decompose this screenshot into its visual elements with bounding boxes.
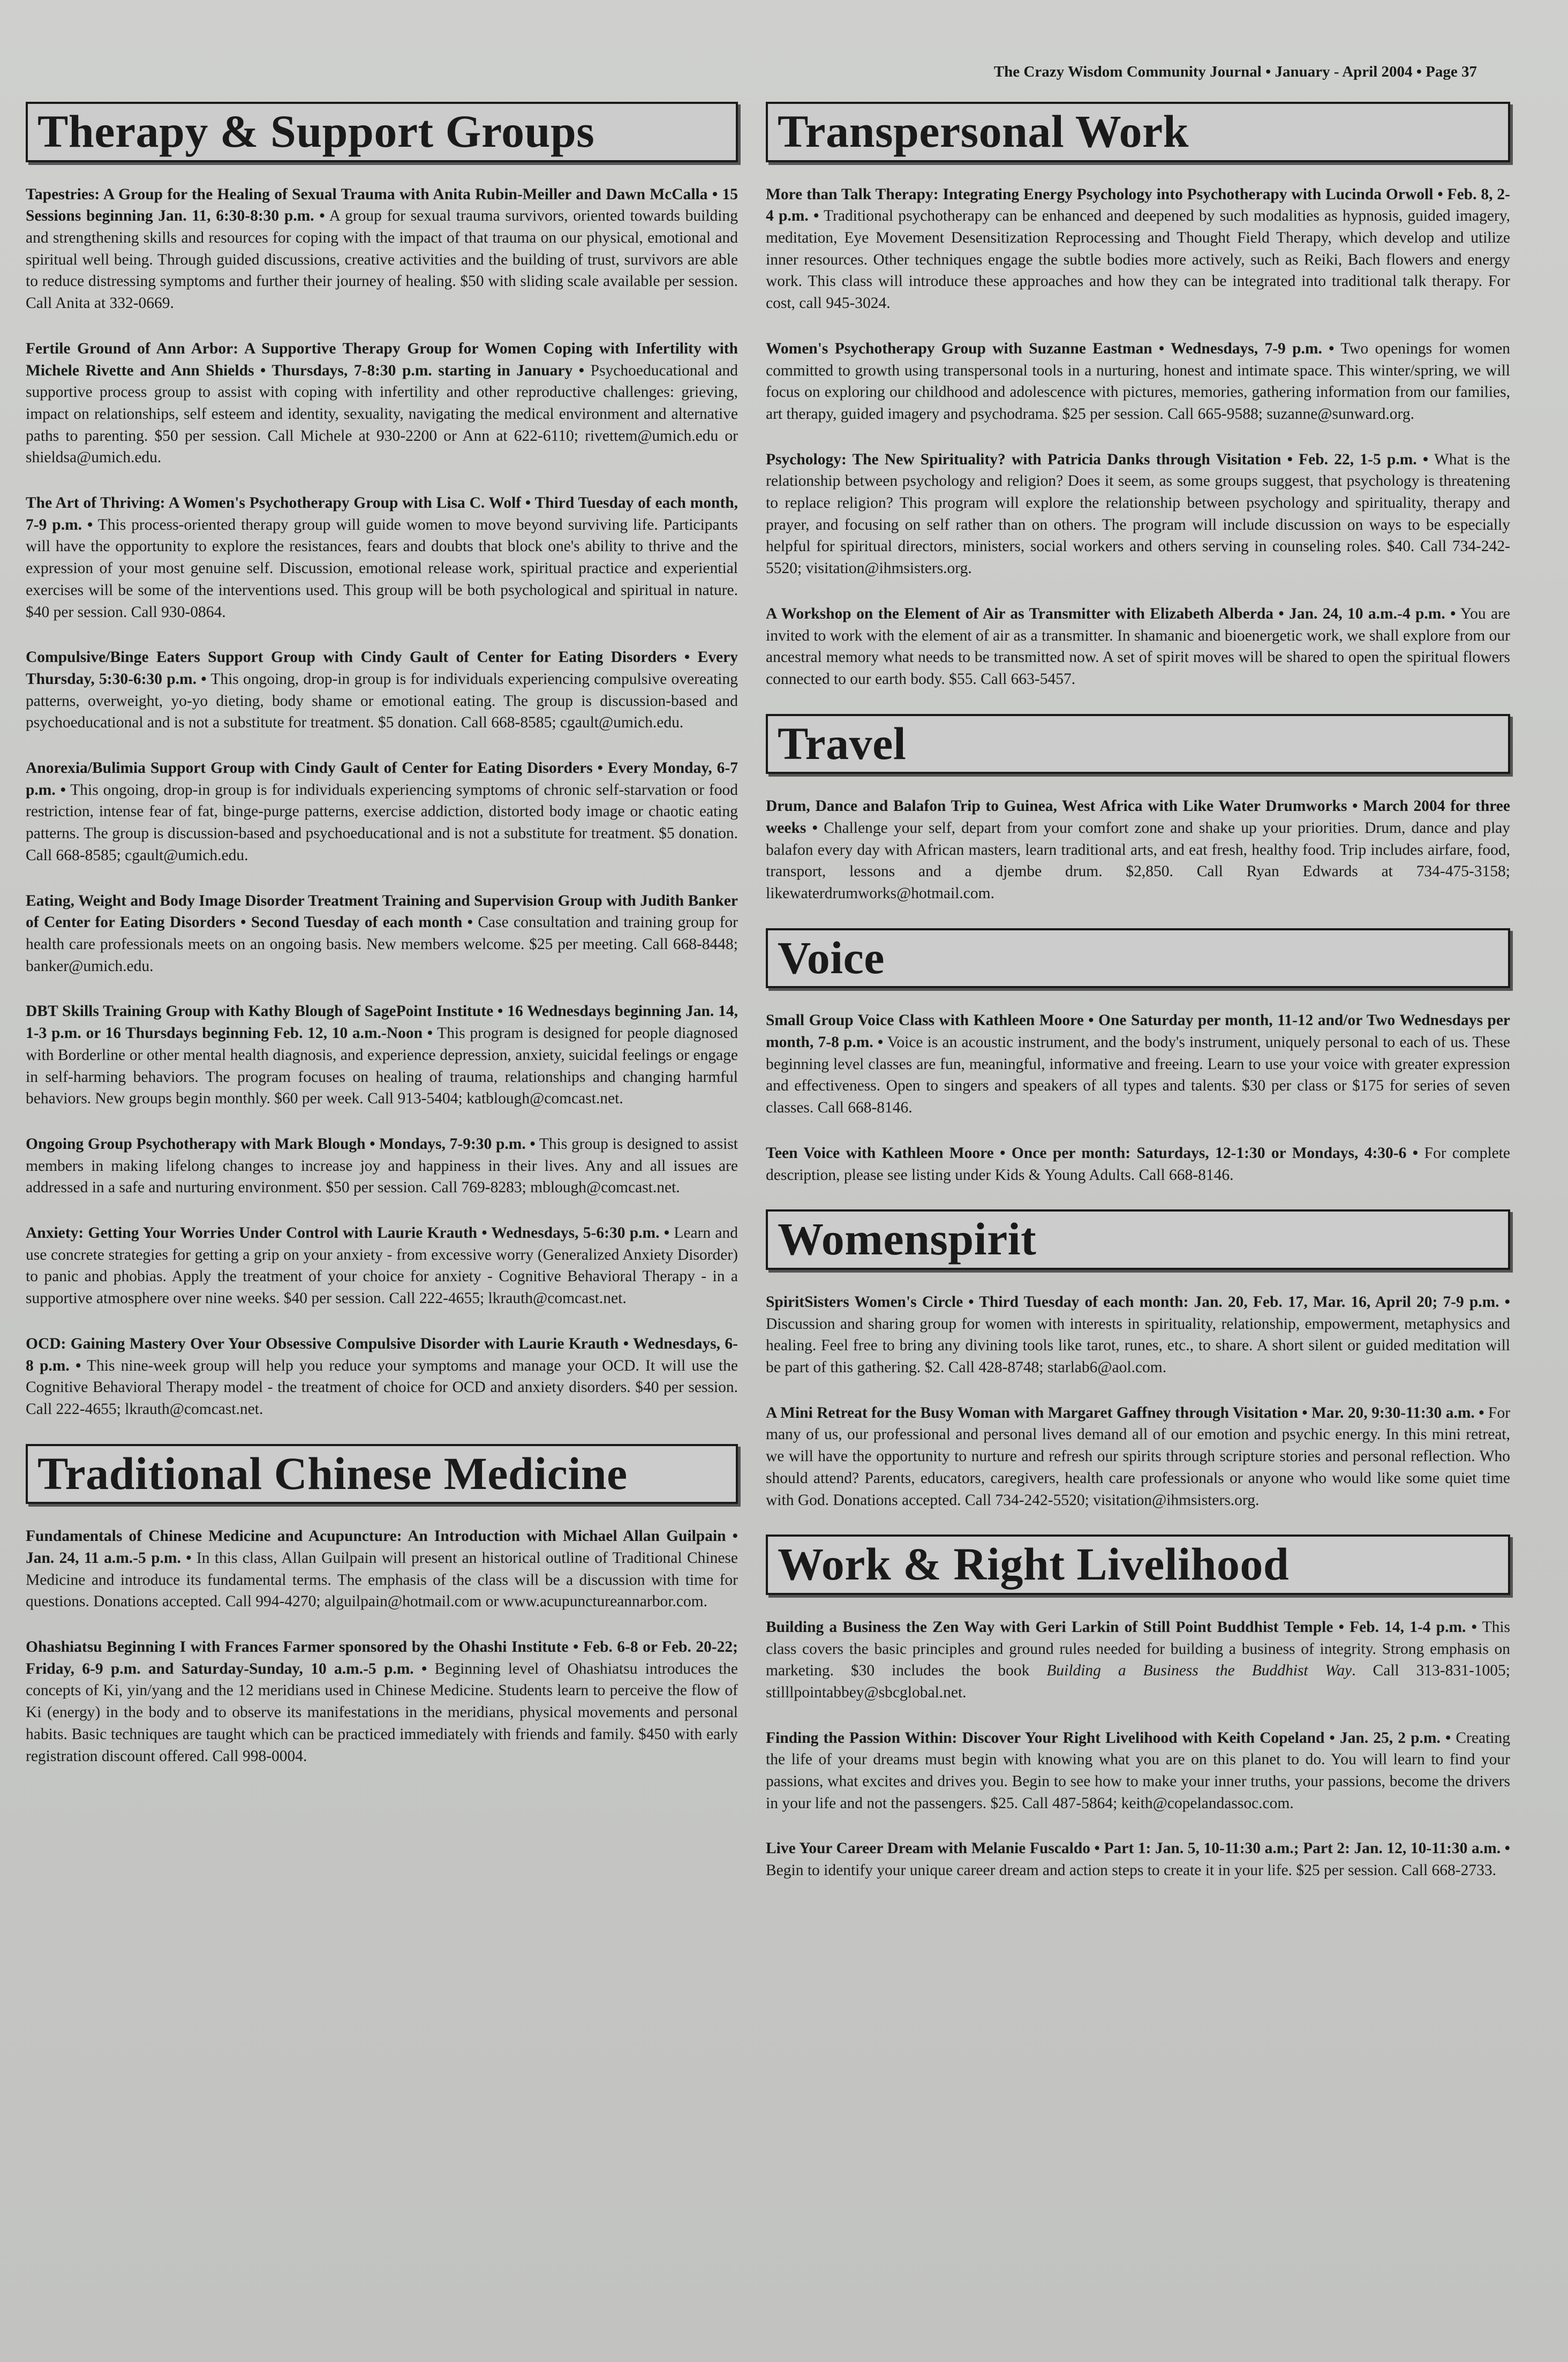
listing-title: Eating, Weight and Body Image Disorder Treatment Training and Supervision Group with Judith Banker of Center for Eating Disorders • Second Tuesday of each month [26, 892, 738, 931]
section-transpersonal-work [766, 102, 1510, 690]
right-column [766, 102, 1510, 1905]
listing-body: Learn and use concrete strategies for getting a grip on your anxiety - from excessive worry (Generalized Anxiety Disorder) to panic and phobias. Apply the treatment of your choice for anxiety - Cognitive Behavioral Therapy - in a supportive atmosphere over nine weeks. $40 per session. Call 222-4655; lkrauth@comcast.net. [26, 1224, 738, 1307]
listing-body: Case consultation and training group for health care professionals meets on an ongoing basis. New members welcome. $25 per meeting. Call 668-8448; banker@umich.edu. [26, 914, 738, 975]
section-travel [766, 714, 1510, 905]
listing-title: Small Group Voice Class with Kathleen Moore • One Saturday per month, 11-12 and/or Two Wednesdays per month, 7-8 p.m. [766, 1012, 1510, 1051]
listing-title: OCD: Gaining Mastery Over Your Obsessive Compulsive Disorder with Laurie Krauth • Wednesdays, 6-8 p.m. [26, 1335, 738, 1374]
listing-title: Fundamentals of Chinese Medicine and Acupuncture: An Introduction with Michael Allan Guilpain • Jan. 24, 11 a.m.-5 p.m. [26, 1528, 738, 1567]
listing: Compulsive/Binge Eaters Support Group with Cindy Gault of Center for Eating Disorders • Every Thursday, 5:30-6:30 p.m. • This ongoing, drop-in group is for individuals experiencing compulsive overeating patterns, overweight, yo-yo dieting, body shame or emotional eating. The group is discussion-based and psychoeducational and is not a substitute for treatment. $5 donation. Call 668-8585; cgault@umich.edu. [26, 649, 738, 732]
listing-body: What is the relationship between psychology and religion? Does it seem, as some groups suggest, that psychology is threatening to replace religion? This program will explore the relationship between psychology and spirituality, therapy and prayer, and focusing on self rather than on others. The program will include discussion on ways to be especially helpful for spiritual directors, ministers, social workers and others serving in counseling roles. $40. Call 734-242-5520; visitation@ihmsisters.org. [766, 450, 1510, 577]
listing-body: Two openings for women committed to growth using transpersonal tools in a nurturing, honest and intimate space. This winter/spring, we will focus on exploring our childhood and adolescence with pictures, memories, gathering information from our families, art therapy, guided imagery and psychodrama. $25 per session. Call 665-9588; suzanne@sunward.org. [766, 340, 1511, 423]
listing: Fertile Ground of Ann Arbor: A Supportive Therapy Group for Women Coping with Infertility with Michele Rivette and Ann Shields • Thursdays, 7-8:30 p.m. starting in January • Psychoeducational and supportive process group to assist with coping with infertility and other reproductive challenges: grieving, impact on relationships, self esteem and identity, sexuality, navigating the medical environment and alternative paths to parenting. $50 per session. Call Michele at 930-2200 or Ann at 622-6110; rivettem@umich.edu or shieldsa@umich.edu. [26, 340, 738, 467]
section-title: Traditional Chinese Medicine [26, 1444, 738, 1505]
listing: Live Your Career Dream with Melanie Fuscaldo • Part 1: Jan. 5, 10-11:30 a.m.; Part 2: Jan. 12, 10-11:30 a.m. • Begin to identify your unique career dream and action steps to create it in your life. $25 per session. Call 668-2733. [766, 1840, 1510, 1879]
listing: More than Talk Therapy: Integrating Energy Psychology into Psychotherapy with Lucinda Orwoll • Feb. 8, 2-4 p.m. • Traditional psychotherapy can be enhanced and deepened by such modalities as hypnosis, guided imagery, meditation, Eye Movement Desensitization Reprocessing and Thought Field Therapy, which develop and utilize inner resources. Other techniques engage the subtle bodies more actively, such as Reiki, Bach flowers and energy work. This class will introduce these approaches and how they can be integrated into traditional talk therapy. For cost, call 945-3024. [766, 185, 1511, 312]
listing: DBT Skills Training Group with Kathy Blough of SagePoint Institute • 16 Wednesdays beginning Jan. 14, 1-3 p.m. or 16 Thursdays beginning Feb. 12, 10 a.m.-Noon • This program is designed for people diagnosed with Borderline or other mental health diagnosis, and experience depression, anxiety, suicidal feelings or engage in self-harming behaviors. The program focuses on healing of trauma, relationships and changing harmful behaviors. New groups begin monthly. $60 per week. Call 913-5404; katblough@comcast.net. [26, 1003, 738, 1108]
listing: Finding the Passion Within: Discover Your Right Livelihood with Keith Copeland • Jan. 25, 2 p.m. • Creating the life of your dreams must begin with knowing what you are on this planet to do. You will learn to find your passions, what excites and drives you. Begin to see how to make your inner truths, your passions, become the drivers in your life and not the passengers. $25. Call 487-5864; keith@copelandassoc.com. [766, 1729, 1511, 1812]
listing-title: Tapestries: A Group for the Healing of Sexual Trauma with Anita Rubin-Meiller and Dawn McCalla • 15 Sessions beginning Jan. 11, 6:30-8:30 p.m. [26, 185, 738, 225]
listing: The Art of Thriving: A Women's Psychotherapy Group with Lisa C. Wolf • Third Tuesday of each month, 7-9 p.m. • This process-oriented therapy group will guide women to move beyond surviving life. Participants will have the opportunity to explore the resistances, fears and doubts that block one's ability to thrive and the expression of your most genuine self. Discussion, emotional release work, spiritual practice and experiential exercises will be some of the interventions used. This group will be both psychological and spiritual in nature. $40 per session. Call 930-0864. [26, 494, 738, 621]
listing-body: This ongoing, drop-in group is for individuals experiencing symptoms of chronic self-starvation or food restriction, intense fear of fat, binge-purge patterns, exercise addiction, distorted body image or chaotic eating patterns. The group is discussion-based and psychoeducational and is not a substitute for treatment. $5 donation. Call 668-8585; cgault@umich.edu. [26, 781, 738, 864]
section-womenspirit [766, 1209, 1510, 1511]
listing-body: Beginning level of Ohashiatsu introduces the concepts of Ki, yin/yang and the 12 meridians used in Chinese Medicine. Students learn to perceive the flow of Ki (energy) in the body and to observe its manifestations in the meridians, physical movements and personal habits. Basic techniques are taught which can be practiced immediately with friends and family. $450 with early registration discount offered. Call 998-0004. [26, 1660, 738, 1765]
section-work-right-livelihood [766, 1534, 1510, 1882]
listing-title: A Workshop on the Element of Air as Transmitter with Elizabeth Alberda • Jan. 24, 10 a.m.-4 p.m. [766, 605, 1445, 622]
listing-body: Psychoeducational and supportive process group to assist with coping with infertility and other reproductive challenges: grieving, impact on relationships, self esteem and identity, sexuality, navigating the medical environment and alternative paths to parenting. $50 per session. Call Michele at 930-2200 or Ann at 622-6110; rivettem@umich.edu or shieldsa@umich.edu. [26, 362, 738, 467]
listing-body-end: . Call 313-831-1005; stilllpointabbey@sbcglobal.net. [766, 1662, 1510, 1701]
listing-title: Anorexia/Bulimia Support Group with Cindy Gault of Center for Eating Disorders • Every Monday, 6-7 p.m. [26, 759, 738, 799]
section-title: Womenspirit [766, 1209, 1510, 1270]
listing-title: Ohashiatsu Beginning I with Frances Farmer sponsored by the Ohashi Institute • Feb. 6-8 or Feb. 20-22; Friday, 6-9 p.m. and Saturday-Sunday, 10 a.m.-5 p.m. [26, 1638, 738, 1678]
listing-title: Anxiety: Getting Your Worries Under Control with Laurie Krauth • Wednesdays, 5-6:30 p.m. [26, 1224, 660, 1242]
listing-title: DBT Skills Training Group with Kathy Blough of SagePoint Institute • 16 Wednesdays beginning Jan. 14, 1-3 p.m. or 16 Thursdays beginning Feb. 12, 10 a.m.-Noon [26, 1003, 738, 1042]
listing: Anorexia/Bulimia Support Group with Cindy Gault of Center for Eating Disorders • Every Monday, 6-7 p.m. • This ongoing, drop-in group is for individuals experiencing symptoms of chronic self-starvation or food restriction, intense fear of fat, binge-purge patterns, exercise addiction, distorted body image or chaotic eating patterns. The group is discussion-based and psychoeducational and is not a substitute for treatment. $5 donation. Call 668-8585; cgault@umich.edu. [26, 759, 738, 864]
listing-body: Begin to identify your unique career dream and action steps to create it in your life. $25 per session. Call 668-2733. [766, 1862, 1497, 1879]
section-title: Voice [766, 928, 1510, 989]
listing: A Workshop on the Element of Air as Transmitter with Elizabeth Alberda • Jan. 24, 10 a.m.-4 p.m. • You are invited to work with the element of air as a transmitter. In shamanic and bioenergetic work, we shall explore from our ancestral memory what needs to be transmitted now. A set of spirit moves will be shared to open the spiritual flowers connected to our earth body. $55. Call 663-5457. [766, 605, 1511, 688]
listing: Eating, Weight and Body Image Disorder Treatment Training and Supervision Group with Judith Banker of Center for Eating Disorders • Second Tuesday of each month • Case consultation and training group for health care professionals meets on an ongoing basis. New members welcome. $25 per meeting. Call 668-8448; banker@umich.edu. [26, 892, 738, 975]
listing-title: Building a Business the Zen Way with Geri Larkin of Still Point Buddhist Temple • Feb. 14, 1-4 p.m. [766, 1618, 1466, 1636]
listing-title: Drum, Dance and Balafon Trip to Guinea, West Africa with Like Water Drumworks • March 2004 for three weeks [766, 798, 1510, 837]
section-title: Travel [766, 714, 1510, 774]
listing: Women's Psychotherapy Group with Suzanne Eastman • Wednesdays, 7-9 p.m. • Two openings for women committed to growth using transpersonal tools in a nurturing, honest and intimate space. This winter/spring, we will focus on exploring our childhood and adolescence with pictures, memories, gathering information from our families, art therapy, guided imagery and psychodrama. $25 per session. Call 665-9588; suzanne@sunward.org. [766, 340, 1511, 423]
listing: OCD: Gaining Mastery Over Your Obsessive Compulsive Disorder with Laurie Krauth • Wednesdays, 6-8 p.m. • This nine-week group will help you reduce your symptoms and manage your OCD. It will use the Cognitive Behavioral Therapy model - the treatment of choice for OCD and anxiety disorders. $40 per session. Call 222-4655; lkrauth@comcast.net. [26, 1335, 738, 1418]
section-voice [766, 928, 1510, 1186]
listing-body: Challenge your self, depart from your comfort zone and shake up your priorities. Drum, dance and play balafon every day with African masters, learn traditional arts, and eat fresh, healthy food. Trip includes airfare, food, transport, lessons and a djembe drum. $2,850. Call Ryan Edwards at 734-475-3158; likewaterdrumworks@hotmail.com. [766, 819, 1511, 902]
listing-body: This class covers the basic principles and ground rules needed for building a business of integrity. Strong emphasis on marketing. $30 includes the book [766, 1618, 1511, 1680]
section-title: Work & Right Livelihood [766, 1534, 1510, 1595]
listing-body: In this class, Allan Guilpain will present an historical outline of Traditional Chinese Medicine and introduce its fundamental terms. The emphasis of the class will be a discussion with time for questions. Donations accepted. Call 994-4270; alguilpain@hotmail.com or www.acupunctureannarbor.com. [26, 1549, 738, 1611]
listing-title: More than Talk Therapy: Integrating Energy Psychology into Psychotherapy with Lucinda Orwoll • Feb. 8, 2-4 p.m. [766, 185, 1510, 225]
listing: SpiritSisters Women's Circle • Third Tuesday of each month: Jan. 20, Feb. 17, Mar. 16, April 20; 7-9 p.m. • Discussion and sharing group for women with interests in spirituality, relationship, empowerment, metaphysics and healing. Feel free to bring any divining tools like tarot, runes, etc., to share. A short silent or guided meditation will be part of this gathering. $2. Call 428-8748; starlab6@aol.com. [766, 1293, 1510, 1376]
listing-body: For many of us, our professional and personal lives demand all of our emotion and psychic energy. In this mini retreat, we will have the opportunity to nurture and refresh our spirits through scripture stories and personal reflection. Who should attend? Parents, educators, caregivers, health care professionals or anyone who would like some quiet time with God. Donations accepted. Call 734-242-5520; visitation@ihmsisters.org. [766, 1404, 1511, 1509]
listing-body: This process-oriented therapy group will guide women to move beyond surviving life. Participants will have the opportunity to explore the resistances, fears and doubts that block one's ability to thrive and the expression of your most genuine self. Discussion, emotional release work, spiritual practice and experiential exercises will be some of the interventions used. This group will be both psychological and spiritual in nature. $40 per session. Call 930-0864. [26, 516, 738, 621]
listing-body: A group for sexual trauma survivors, oriented towards building and strengthening skills and resources for coping with the impact of that trauma on our physical, emotional and spiritual well being. Through guided discussions, creative activities and the building of trust, survivors are able to reduce distressing symptoms and further their journey of healing. $50 with sliding scale available per session. Call Anita at 332-0669. [26, 207, 738, 312]
listing: A Mini Retreat for the Busy Woman with Margaret Gaffney through Visitation • Mar. 20, 9:30-11:30 a.m. • For many of us, our professional and personal lives demand all of our emotion and psychic energy. In this mini retreat, we will have the opportunity to nurture and refresh our spirits through scripture stories and personal reflection. Who should attend? Parents, educators, caregivers, health care professionals or anyone who would like some quiet time with God. Donations accepted. Call 734-242-5520; visitation@ihmsisters.org. [766, 1404, 1511, 1509]
listing-title: Fertile Ground of Ann Arbor: A Supportive Therapy Group for Women Coping with Infertility with Michele Rivette and Ann Shields • Thursdays, 7-8:30 p.m. starting in January [26, 340, 738, 379]
listing-body: Discussion and sharing group for women with interests in spirituality, relationship, empowerment, metaphysics and healing. Feel free to bring any divining tools like tarot, runes, etc., to share. A short silent or guided meditation will be part of this gathering. $2. Call 428-8748; starlab6@aol.com. [766, 1315, 1510, 1376]
listing: Tapestries: A Group for the Healing of Sexual Trauma with Anita Rubin-Meiller and Dawn McCalla • 15 Sessions beginning Jan. 11, 6:30-8:30 p.m. • A group for sexual trauma survivors, oriented towards building and strengthening skills and resources for coping with the impact of that trauma on our physical, emotional and spiritual well being. Through guided discussions, creative activities and the building of trust, survivors are able to reduce distressing symptoms and further their journey of healing. $50 with sliding scale available per session. Call Anita at 332-0669. [26, 185, 738, 312]
section-traditional-chinese-medicine [26, 1444, 738, 1767]
listing-body: This ongoing, drop-in group is for individuals experiencing compulsive overeating patterns, overweight, yo-yo dieting, body shame or emotional eating. The group is discussion-based and psychoeducational and is not a substitute for treatment. $5 donation. Call 668-8585; cgault@umich.edu. [26, 670, 738, 732]
listing: Building a Business the Zen Way with Geri Larkin of Still Point Buddhist Temple • Feb. 14, 1-4 p.m. • This class covers the basic principles and ground rules needed for building a business of integrity. Strong emphasis on marketing. $30 includes the book Building a Business the Buddhist Way. Call 313-831-1005; stilllpointabbey@sbcglobal.net. [766, 1618, 1511, 1701]
listing-body: This group is designed to assist members in making lifelong changes to increase joy and happiness in their lives. Any and all issues are addressed in a safe and nurturing environment. $50 per session. Call 769-8283; mblough@comcast.net. [26, 1135, 738, 1197]
left-column [26, 102, 738, 1791]
listing-body: For complete description, please see listing under Kids & Young Adults. Call 668-8146. [766, 1144, 1511, 1184]
listing-body: Creating the life of your dreams must begin with knowing what you are on this planet to do. You will learn to find your passions, what excites and drives you. Begin to see how to make your inner truths, your passions, become the drivers in your life and not the passengers. $25. Call 487-5864; keith@copelandassoc.com. [766, 1729, 1511, 1812]
section-therapy-support-groups [26, 102, 738, 1420]
listing: Ohashiatsu Beginning I with Frances Farmer sponsored by the Ohashi Institute • Feb. 6-8 or Feb. 20-22; Friday, 6-9 p.m. and Saturday-Sunday, 10 a.m.-5 p.m. • Beginning level of Ohashiatsu introduces the concepts of Ki, yin/yang and the 12 meridians used in Chinese Medicine. Students learn to perceive the flow of Ki (energy) in the body and to observe its manifestations in the meridians, physical movements and personal habits. Basic techniques are taught which can be practiced immediately with friends and family. $450 with early registration discount offered. Call 998-0004. [26, 1638, 738, 1765]
listing: Anxiety: Getting Your Worries Under Control with Laurie Krauth • Wednesdays, 5-6:30 p.m. • Learn and use concrete strategies for getting a grip on your anxiety - from excessive worry (Generalized Anxiety Disorder) to panic and phobias. Apply the treatment of your choice for anxiety - Cognitive Behavioral Therapy - in a supportive atmosphere over nine weeks. $40 per session. Call 222-4655; lkrauth@comcast.net. [26, 1224, 738, 1307]
section-title: Transpersonal Work [766, 102, 1510, 162]
listing: Psychology: The New Spirituality? with Patricia Danks through Visitation • Feb. 22, 1-5 p.m. • What is the relationship between psychology and religion? Does it seem, as some groups suggest, that psychology is threatening to replace religion? This program will explore the relationship between psychology and spirituality, therapy and prayer, and focusing on self rather than on others. The program will include discussion on ways to be especially helpful for spiritual directors, ministers, social workers and others serving in counseling roles. $40. Call 734-242-5520; visitation@ihmsisters.org. [766, 450, 1510, 577]
listing-title: Finding the Passion Within: Discover Your Right Livelihood with Keith Copeland • Jan. 25, 2 p.m. [766, 1729, 1441, 1747]
listing-title: Women's Psychotherapy Group with Suzanne Eastman • Wednesdays, 7-9 p.m. [766, 340, 1322, 357]
listing-body: Traditional psychotherapy can be enhanced and deepened by such modalities as hypnosis, guided imagery, meditation, Eye Movement Desensitization Reprocessing and Thought Field Therapy, which develop and utilize inner resources. Other techniques engage the subtle bodies more actively, such as Reiki, Bach flowers and energy work. This class will introduce these approaches and how they can be integrated into traditional talk therapy. For cost, call 945-3024. [766, 207, 1511, 312]
listing-body: Voice is an acoustic instrument, and the body's instrument, uniquely personal to each of us. These beginning level classes are fun, meaningful, informative and freeing. Learn to use your voice with greater expression and effectiveness. Open to singers and speakers of all types and talents. $30 per class or $175 for series of seven classes. Call 668-8146. [766, 1034, 1510, 1117]
listing-body: This program is designed for people diagnosed with Borderline or other mental health diagnosis, and experience depression, anxiety, suicidal feelings or engage in self-harming behaviors. The program focuses on healing of trauma, relationships and changing harmful behaviors. New groups begin monthly. $60 per week. Call 913-5404; katblough@comcast.net. [26, 1025, 738, 1108]
listing: Fundamentals of Chinese Medicine and Acupuncture: An Introduction with Michael Allan Guilpain • Jan. 24, 11 a.m.-5 p.m. • In this class, Allan Guilpain will present an historical outline of Traditional Chinese Medicine and introduce its fundamental terms. The emphasis of the class will be a discussion with time for questions. Donations accepted. Call 994-4270; alguilpain@hotmail.com or www.acupunctureannarbor.com. [26, 1528, 738, 1611]
section-title: Therapy & Support Groups [26, 102, 738, 162]
listing-title: Live Your Career Dream with Melanie Fuscaldo • Part 1: Jan. 5, 10-11:30 a.m.; Part 2: Jan. 12, 10-11:30 a.m. [766, 1840, 1501, 1857]
listing-title: Teen Voice with Kathleen Moore • Once per month: Saturdays, 12-1:30 or Mondays, 4:30-6 [766, 1144, 1407, 1162]
listing-title: SpiritSisters Women's Circle • Third Tuesday of each month: Jan. 20, Feb. 17, Mar. 16, April 20; 7-9 p.m. [766, 1293, 1499, 1311]
book-title: Building a Business the Buddhist Way [1046, 1662, 1352, 1680]
listing: Ongoing Group Psychotherapy with Mark Blough • Mondays, 7-9:30 p.m. • This group is designed to assist members in making lifelong changes to increase joy and happiness in their lives. Any and all issues are addressed in a safe and nurturing environment. $50 per session. Call 769-8283; mblough@comcast.net. [26, 1135, 738, 1197]
page-header: The Crazy Wisdom Community Journal • January - April 2004 • Page 37 [993, 63, 1477, 80]
listing: Drum, Dance and Balafon Trip to Guinea, West Africa with Like Water Drumworks • March 2004 for three weeks • Challenge your self, depart from your comfort zone and shake up your priorities. Drum, dance and play balafon every day with African masters, learn traditional arts, and eat fresh, healthy food. Trip includes airfare, food, transport, lessons and a djembe drum. $2,850. Call Ryan Edwards at 734-475-3158; likewaterdrumworks@hotmail.com. [766, 798, 1511, 902]
listing-body: This nine-week group will help you reduce your symptoms and manage your OCD. It will use the Cognitive Behavioral Therapy model - the treatment of choice for OCD and anxiety disorders. $40 per session. Call 222-4655; lkrauth@comcast.net. [26, 1357, 738, 1418]
listing-title: Ongoing Group Psychotherapy with Mark Blough • Mondays, 7-9:30 p.m. [26, 1135, 526, 1153]
listing-title: Psychology: The New Spirituality? with Patricia Danks through Visitation • Feb. 22, 1-5 p.m. [766, 450, 1417, 468]
listing: Small Group Voice Class with Kathleen Moore • One Saturday per month, 11-12 and/or Two Wednesdays per month, 7-8 p.m. • Voice is an acoustic instrument, and the body's instrument, uniquely personal to each of us. These beginning level classes are fun, meaningful, informative and freeing. Learn to use your voice with greater expression and effectiveness. Open to singers and speakers of all types and talents. $30 per class or $175 for series of seven classes. Call 668-8146. [766, 1012, 1510, 1117]
listing-title: A Mini Retreat for the Busy Woman with Margaret Gaffney through Visitation • Mar. 20, 9:30-11:30 a.m. [766, 1404, 1475, 1421]
listing-title: The Art of Thriving: A Women's Psychotherapy Group with Lisa C. Wolf • Third Tuesday of each month, 7-9 p.m. [26, 494, 738, 533]
listing-body: You are invited to work with the element of air as a transmitter. In shamanic and bioenergetic work, we shall explore from our ancestral memory what needs to be transmitted now. A set of spirit moves will be shared to open the spiritual flowers connected to our earth body. $55. Call 663-5457. [766, 605, 1511, 688]
listing: Teen Voice with Kathleen Moore • Once per month: Saturdays, 12-1:30 or Mondays, 4:30-6 • For complete description, please see listing under Kids & Young Adults. Call 668-8146. [766, 1144, 1511, 1184]
listing-title: Compulsive/Binge Eaters Support Group with Cindy Gault of Center for Eating Disorders • Every Thursday, 5:30-6:30 p.m. [26, 649, 738, 688]
